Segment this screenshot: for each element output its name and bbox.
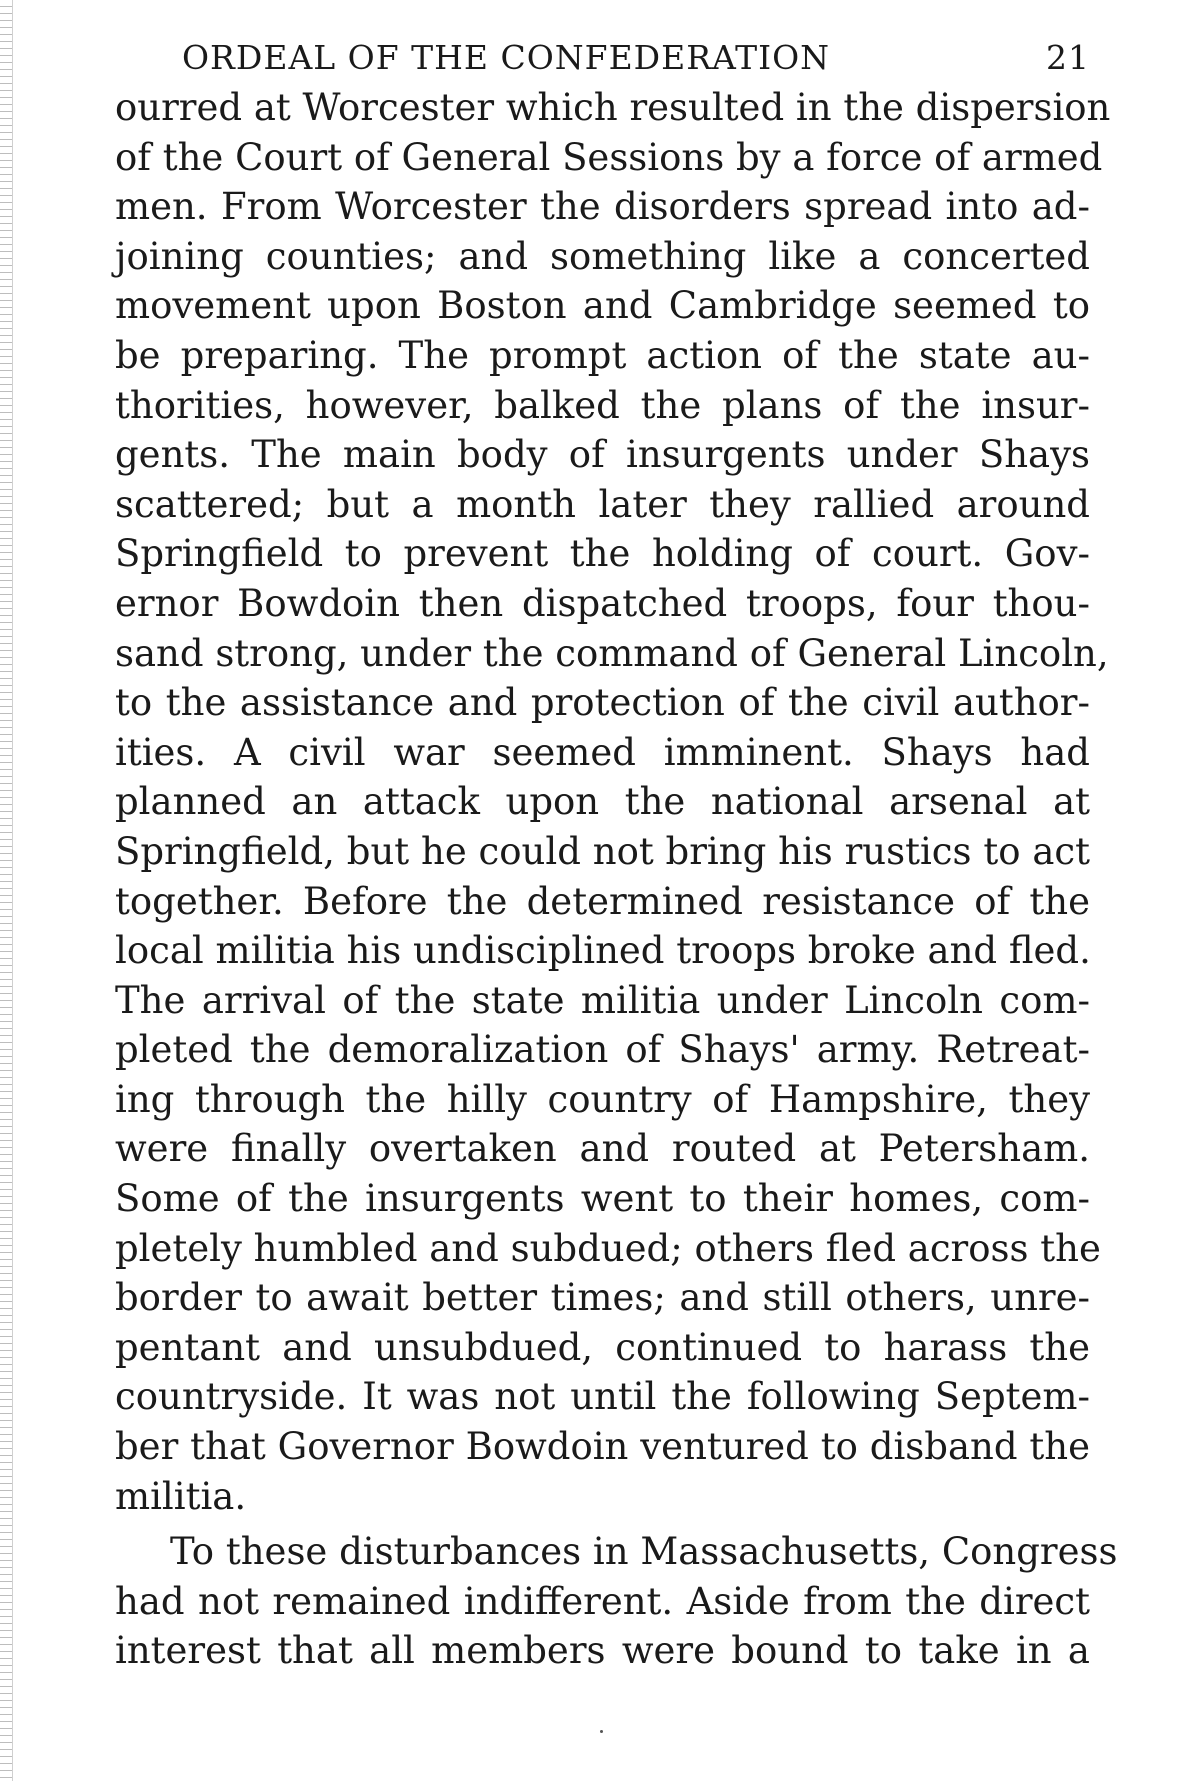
text-line: Springfield to prevent the holding of court. Gov-: [115, 532, 1090, 576]
text-line: pleted the demoralization of Shays' army. Retreat-: [115, 1028, 1090, 1072]
text-line: militia.: [115, 1474, 247, 1518]
text-line: countryside. It was not until the following Septem-: [115, 1375, 1090, 1419]
text-line: interest that all members were bound to take in a: [115, 1629, 1090, 1673]
book-page: [115, 38, 1118, 1676]
scan-speck: [600, 1730, 603, 1733]
text-line: to the assistance and protection of the civil author-: [115, 681, 1090, 725]
text-line: ber that Governor Bowdoin ventured to disband the: [115, 1425, 1090, 1469]
page-number: 21: [1046, 38, 1090, 77]
text-line: local militia his undisciplined troops broke and fled.: [115, 929, 1091, 973]
text-line: scattered; but a month later they rallied around: [115, 482, 1090, 526]
text-line: thorities, however, balked the plans of the insur-: [115, 383, 1090, 427]
text-line: The arrival of the state militia under Lincoln com-: [115, 978, 1090, 1022]
text-line: be preparing. The prompt action of the state au-: [115, 333, 1090, 377]
text-line: Some of the insurgents went to their homes, com-: [115, 1177, 1090, 1221]
text-line: border to await better times; and still others, unre-: [115, 1276, 1090, 1320]
running-head: [115, 38, 1090, 77]
text-line: ernor Bowdoin then dispatched troops, four thou-: [115, 581, 1090, 625]
text-line: sand strong, under the command of General Lincoln,: [115, 631, 1109, 675]
text-line: had not remained indifferent. Aside from the direct: [115, 1579, 1090, 1623]
text-line: together. Before the determined resistance of the: [115, 879, 1090, 923]
paragraph: [115, 1527, 1118, 1676]
text-line: joining counties; and something like a concerted: [115, 234, 1090, 278]
running-head-title: ORDEAL OF THE CONFEDERATION: [182, 38, 831, 77]
body-text: [115, 83, 1118, 1676]
text-line: Springfield, but he could not bring his rustics to act: [115, 829, 1090, 873]
scan-binding-edge: [0, 0, 13, 1781]
text-line: ities. A civil war seemed imminent. Shays had: [115, 730, 1090, 774]
text-line: ourred at Worcester which resulted in the dispersion: [115, 86, 1111, 129]
text-line: movement upon Boston and Cambridge seemed to: [115, 284, 1090, 328]
text-line: pentant and unsubdued, continued to harass the: [115, 1325, 1090, 1369]
paragraph: [115, 83, 1111, 1521]
text-line: planned an attack upon the national arsenal at: [115, 780, 1090, 824]
text-line: ing through the hilly country of Hampshire, they: [115, 1077, 1090, 1121]
text-line: pletely humbled and subdued; others fled across the: [115, 1226, 1101, 1270]
text-line: of the Court of General Sessions by a force of armed: [115, 135, 1103, 179]
text-line: To these disturbances in Massachusetts, Congress: [170, 1530, 1118, 1574]
text-line: were finally overtaken and routed at Petersham.: [115, 1127, 1090, 1171]
text-line: men. From Worcester the disorders spread into ad-: [115, 185, 1090, 229]
text-line: gents. The main body of insurgents under Shays: [115, 433, 1090, 477]
